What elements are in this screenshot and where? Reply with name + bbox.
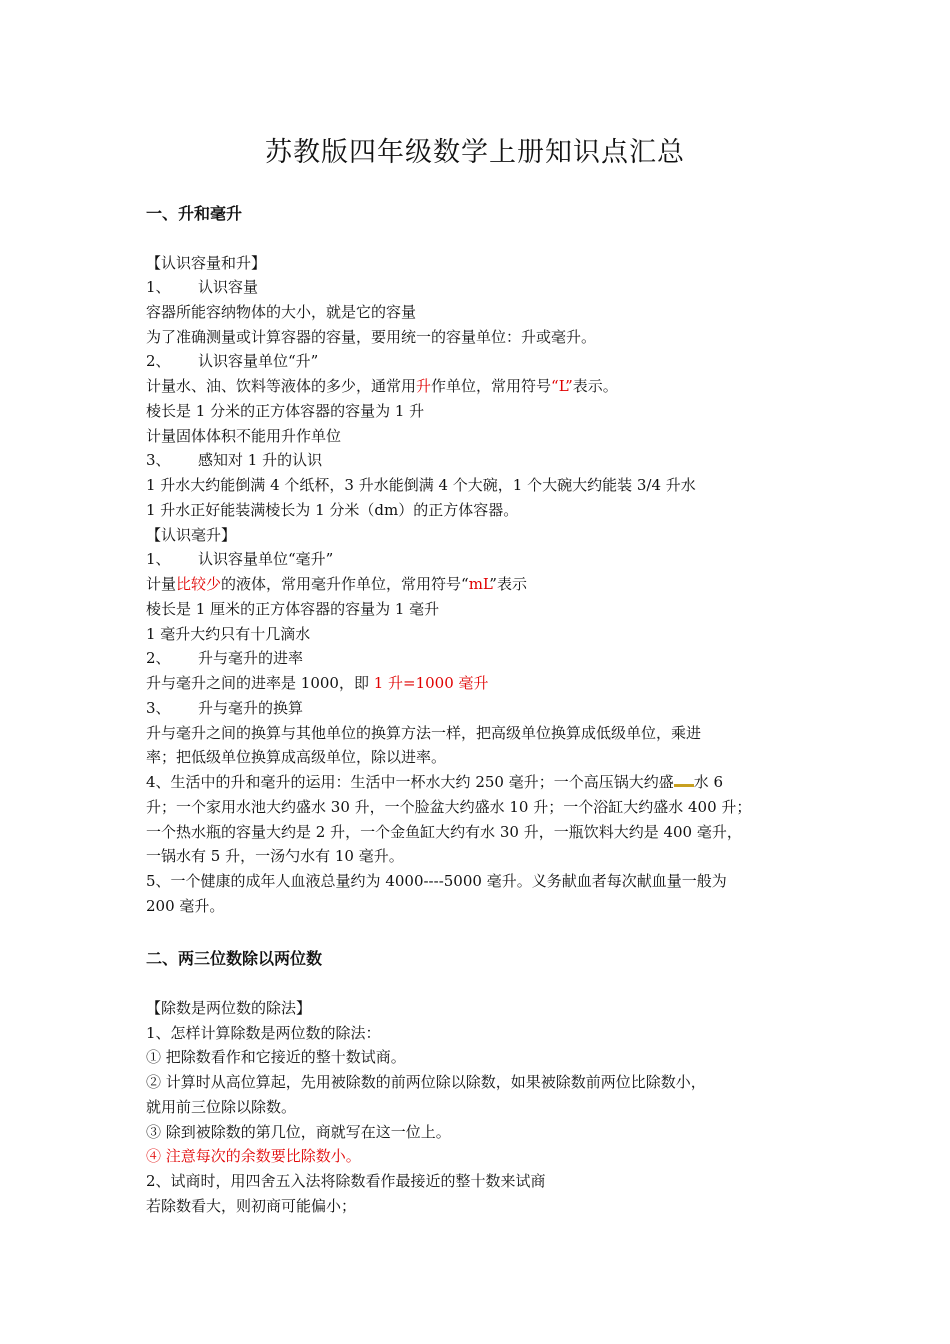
item-number: 1、 (146, 550, 171, 568)
text-line: ③ 除到被除数的第几位，商就写在这一位上。 (146, 1123, 451, 1141)
text-line: 升与毫升之间的换算与其他单位的换算方法一样，把高级单位换算成低级单位，乘进 (146, 724, 702, 742)
text-line (146, 770, 822, 794)
text-line: 200 毫升。 (146, 897, 225, 915)
text-line: 容器所能容纳物体的大小，就是它的容量 (146, 303, 417, 321)
text-line: 率；把低级单位换算成高级单位，除以进率。 (146, 748, 447, 766)
item-label: 升与毫升的进率 (198, 649, 304, 667)
item-label: 认识容量 (198, 278, 259, 296)
text-line: 5、一个健康的成年人血液总量约为 4000----5000 毫升。义务献血者每次献血量一般为 (146, 872, 727, 890)
section-heading-2: 二、两三位数除以两位数 (146, 949, 323, 968)
item-label: 感知对 1 升的认识 (198, 451, 323, 469)
text-run: 表示。 (572, 377, 618, 395)
item-label: 升与毫升的换算 (198, 699, 304, 717)
text-run: 升与毫升之间的进率是 1000，即 (146, 674, 374, 692)
highlight-text: 注意每次的余数要比除数小。 (165, 1147, 361, 1165)
text-line: 1 毫升大约只有十几滴水 (146, 625, 311, 643)
text-line: 棱长是 1 厘米的正方体容器的容量为 1 毫升 (146, 600, 440, 618)
highlight-text: “L” (551, 377, 573, 395)
list-item (146, 646, 822, 670)
subheading-milliliter: 【认识毫升】 (146, 526, 237, 544)
text-line: 一锅水有 5 升，一汤勺水有 10 毫升。 (146, 847, 404, 865)
list-item (146, 448, 822, 472)
text-line (146, 671, 822, 695)
highlight-text: 升 (416, 377, 432, 395)
text-line: 为了准确测量或计算容器的容量，要用统一的容量单位：升或毫升。 (146, 328, 597, 346)
text-line: 就用前三位除以除数。 (146, 1098, 297, 1116)
text-line (146, 572, 822, 596)
highlight-text: mL (468, 575, 490, 593)
item-number: 2、 (146, 352, 171, 370)
item-number: 2、 (146, 649, 171, 667)
subheading-division: 【除数是两位数的除法】 (146, 999, 312, 1017)
text-line (146, 374, 822, 398)
section-heading-1: 一、升和毫升 (146, 204, 243, 223)
text-line: 1、怎样计算除数是两位数的除法： (146, 1024, 381, 1042)
item-number: 1、 (146, 278, 171, 296)
text-line: 升；一个家用水池大约盛水 30 升，一个脸盆大约盛水 10 升；一个浴缸大约盛水 400 升； (146, 798, 752, 816)
highlight-text: 比较少 (176, 575, 222, 593)
text-line: 1 升水大约能倒满 4 个纸杯，3 升水能倒满 4 个大碗，1 个大碗大约能装 3/4 升水 (146, 476, 696, 494)
list-item (146, 547, 822, 571)
text-line (146, 1144, 822, 1168)
text-run: 的液体，常用毫升作单位，常用符号“ (221, 575, 469, 593)
text-line: ① 把除数看作和它接近的整十数试商。 (146, 1048, 406, 1066)
highlight-text: 1 升=1000 毫升 (373, 674, 489, 692)
text-run: 作单位，常用符号 (431, 377, 552, 395)
text-run: ”表示 (489, 575, 527, 593)
fill-in-blank (674, 772, 694, 787)
text-line: ② 计算时从高位算起，先用被除数的前两位除以除数，如果被除数前两位比除数小， (146, 1073, 706, 1091)
item-number: 3、 (146, 699, 171, 717)
page-title: 苏教版四年级数学上册知识点汇总 (265, 137, 685, 168)
text-line: 2、试商时，用四舍五入法将除数看作最接近的整十数来试商 (146, 1172, 546, 1190)
text-line: 计量固体体积不能用升作单位 (146, 427, 342, 445)
text-run: 水 6 (693, 773, 724, 791)
subheading-capacity-liter: 【认识容量和升】 (146, 254, 267, 272)
item-label: 认识容量单位“升” (198, 352, 319, 370)
text-run: 计量 (146, 575, 177, 593)
text-run: 计量水、油、饮料等液体的多少，通常用 (146, 377, 417, 395)
text-line: 若除数看大，则初商可能偏小； (146, 1197, 357, 1215)
list-item (146, 696, 822, 720)
text-line: 棱长是 1 分米的正方体容器的容量为 1 升 (146, 402, 425, 420)
text-line: 1 升水正好能装满棱长为 1 分米（dm）的正方体容器。 (146, 501, 519, 519)
list-item (146, 349, 822, 373)
text-run: ④ (146, 1147, 166, 1165)
text-run: 4、生活中的升和毫升的运用：生活中一杯水大约 250 毫升；一个高压锅大约盛 (146, 773, 674, 791)
item-number: 3、 (146, 451, 171, 469)
item-label: 认识容量单位“毫升” (198, 550, 334, 568)
text-line: 一个热水瓶的容量大约是 2 升，一个金鱼缸大约有水 30 升，一瓶饮料大约是 400 毫升， (146, 823, 742, 841)
list-item (146, 275, 822, 299)
